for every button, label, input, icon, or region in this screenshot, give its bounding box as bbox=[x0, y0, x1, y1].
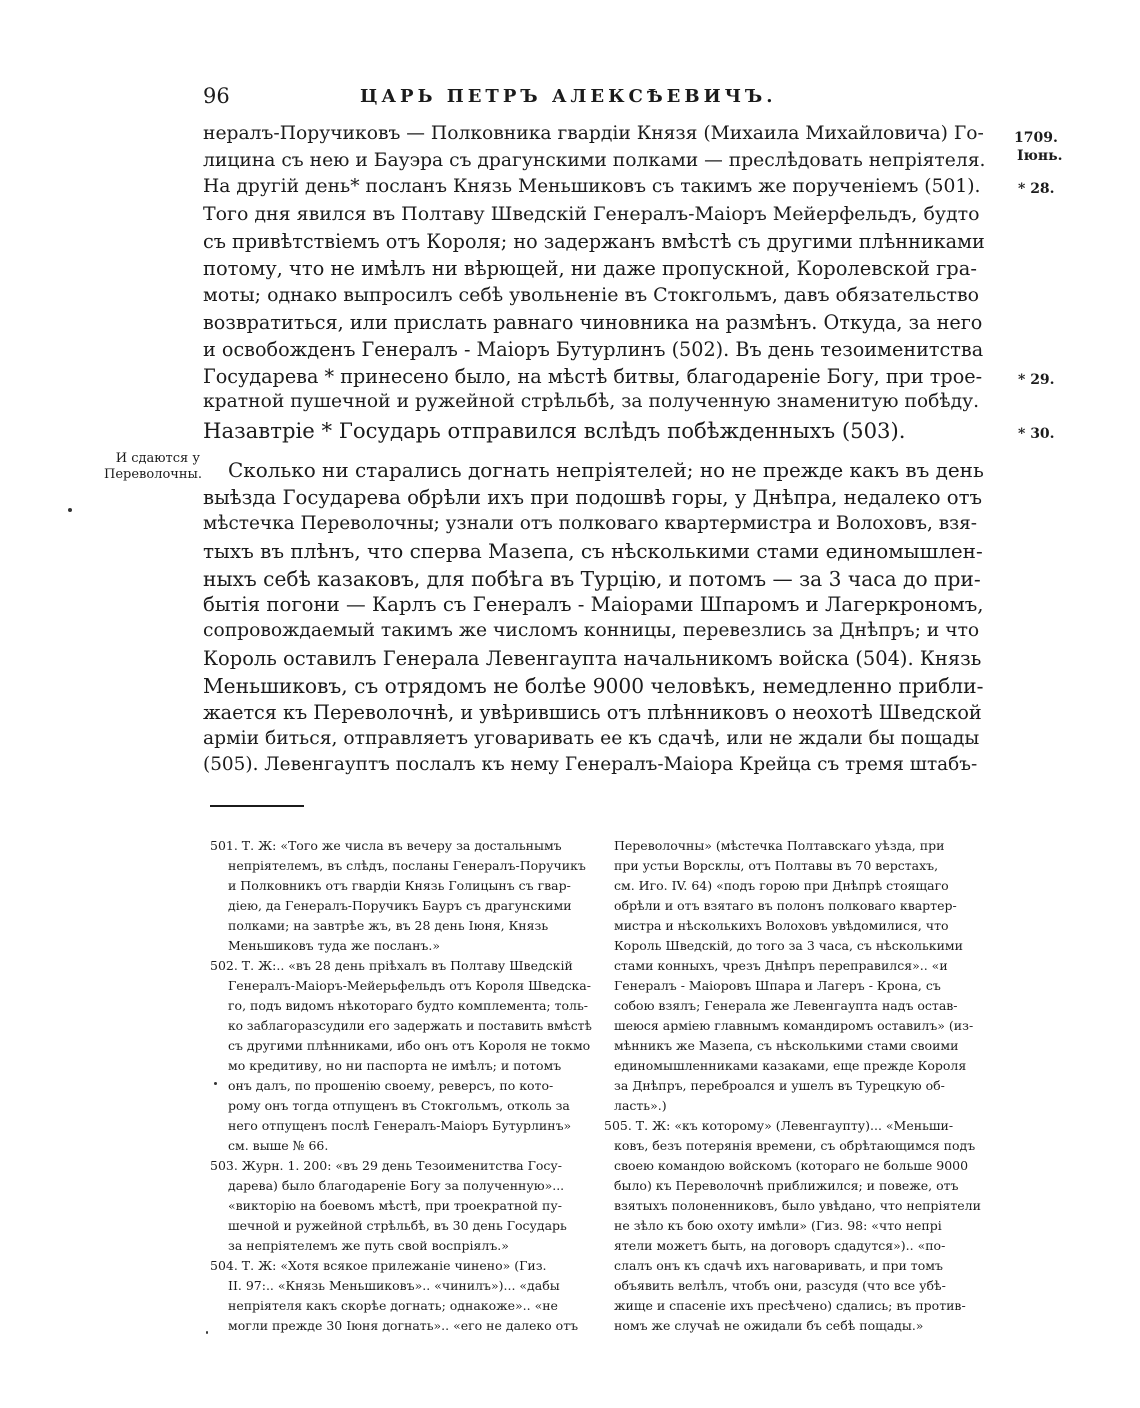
footnote-line: мистра и нѣсколькихъ Волоховъ увѣдомилися, что bbox=[614, 918, 949, 933]
footnote-line: діею, да Генералъ-Поручикъ Бауръ съ драгунскими bbox=[228, 898, 572, 913]
footnote-line: при устьи Ворсклы, отъ Полтавы въ 70 верстахъ, bbox=[614, 858, 939, 873]
running-title: ЦАРЬ ПЕТРЪ АЛЕКСѢЕВИЧЪ. bbox=[360, 86, 777, 107]
footnote-line: жище и спасеніе ихъ пресѣчено) сдались; въ против- bbox=[614, 1298, 966, 1313]
text-line: выѣзда Государева обрѣли ихъ при подошвѣ горы, у Днѣпра, недалеко отъ bbox=[203, 486, 983, 509]
text-line: мѣстечка Переволочны; узнали отъ полковаго квартермистра и Волоховъ, взя- bbox=[203, 513, 978, 534]
footnote-line: ковъ, безъ потерянія времени, съ обрѣтающимся подъ bbox=[614, 1138, 976, 1153]
footnote-line: Король Шведскій, до того за 3 часа, съ нѣсколькими bbox=[614, 938, 963, 953]
text-line: ныхъ себѣ казаковъ, для побѣга въ Турцію, и потомъ — за 3 часа до при- bbox=[203, 567, 981, 591]
text-line: На другій день* посланъ Князь Меньшиковъ съ такимъ же порученіемъ (501). bbox=[203, 176, 981, 197]
text-line: (505). Левенгауптъ послалъ къ нему Генералъ-Маіора Крейца съ тремя штабъ- bbox=[203, 754, 978, 775]
footnote-line: рому онъ тогда отпущенъ въ Стокгольмъ, отколь за bbox=[228, 1098, 570, 1113]
footnote-line: мѣнникъ же Мазепа, съ нѣсколькими стами своими bbox=[614, 1038, 959, 1053]
footnote-line: за непріятелемъ же путь свой воспріялъ.» bbox=[228, 1238, 509, 1253]
side-note bbox=[104, 451, 203, 483]
text-line: лицина съ нею и Бауэра съ драгунскими полками — преслѣдовать непріятеля. bbox=[203, 150, 986, 171]
margin-date-30: * 30. bbox=[1018, 426, 1055, 442]
margin-date-28: * 28. bbox=[1018, 181, 1055, 197]
footnote-line: мо кредитиву, но ни паспорта не имѣлъ; и потомъ bbox=[228, 1058, 562, 1073]
footnote-line: стами конныхъ, чрезъ Днѣпръ переправился».. «и bbox=[614, 958, 948, 973]
side-note-line: И сдаются у bbox=[115, 451, 200, 466]
text-line: моты; однако выпросилъ себѣ увольненіе въ Стокгольмъ, давъ обязательство bbox=[203, 284, 980, 306]
text-line: тыхъ въ плѣнъ, что сперва Мазепа, съ нѣсколькими стами единомышлен- bbox=[203, 539, 983, 563]
text-line: потому, что не имѣлъ ни вѣрющей, ни даже пропускной, Королевской гра- bbox=[203, 257, 977, 280]
text-line: Того дня явился въ Полтаву Шведскій Генералъ-Маіоръ Мейерфельдъ, будто bbox=[203, 203, 980, 225]
footnote-line: дарева) было благодареніе Богу за полученную»... bbox=[228, 1178, 565, 1193]
ink-speck bbox=[206, 1331, 208, 1334]
footnote-line: ко заблагоразсудили его задержать и поставить вмѣстѣ bbox=[228, 1019, 592, 1033]
text-line: возвратиться, или прислать равнаго чиновника на размѣнъ. Откуда, за него bbox=[203, 311, 983, 334]
footnote-line: II. 97:.. «Князь Меньшиковъ».. «чинилъ»)... «дабы bbox=[228, 1278, 560, 1293]
text-line: Сколько ни старались догнать непріятелей; но не прежде какъ въ день bbox=[228, 458, 984, 482]
footnote-rule bbox=[210, 805, 304, 807]
footnote-line: онъ далъ, по прошенію своему, реверсъ, по кото- bbox=[228, 1078, 554, 1093]
footnote-502: 502. Т. Ж:.. «въ 28 день пріѣхалъ въ Полтаву Шведскій bbox=[210, 958, 573, 973]
footnote-line: непріятелемъ, въ слѣдъ, посланы Генералъ-Поручикъ bbox=[228, 858, 586, 873]
text-line: нералъ-Поручиковъ — Полковника гвардіи Князя (Михаила Михайловича) Го- bbox=[203, 123, 984, 144]
ink-speck bbox=[68, 508, 72, 512]
footnote-line: номъ же случаѣ не ожидали бъ себѣ пощады.» bbox=[614, 1318, 924, 1333]
footnote-line: единомышленниками казаками, еще прежде Короля bbox=[614, 1058, 967, 1073]
footnote-501: 501. Т. Ж: «Того же числа въ вечеру за достальнымъ bbox=[210, 838, 562, 853]
footnote-line: своею командою войскомъ (котораго не больше 9000 bbox=[614, 1158, 969, 1173]
footnote-line: Генералъ-Маіоръ-Мейерьфельдъ отъ Короля Шведска- bbox=[228, 978, 591, 993]
text-line: Назавтріе * Государь отправился вслѣдъ побѣжденныхъ (503). bbox=[203, 418, 906, 443]
ink-speck bbox=[214, 1082, 217, 1085]
footnote-line: взятыхъ полоненниковъ, было увѣдано, что непріятели bbox=[614, 1198, 981, 1213]
text-line: кратной пушечной и ружейной стрѣльбѣ, за полученную знаменитую побѣду. bbox=[203, 391, 980, 412]
footnote-line: шечной и ружейной стрѣльбѣ, въ 30 день Государь bbox=[228, 1218, 567, 1233]
footnote-line: не зѣло къ бою охоту имѣли» (Гиз. 98: «что непрі bbox=[614, 1218, 942, 1233]
footnote-line: полками; на завтрѣе жъ, въ 28 день Іюня, Князь bbox=[228, 918, 549, 933]
text-line: съ привѣтствіемъ отъ Короля; но задержанъ вмѣстѣ съ другими плѣнниками bbox=[203, 230, 985, 253]
text-line: Государева * принесено было, на мѣстѣ битвы, благодареніе Богу, при трое- bbox=[203, 365, 983, 388]
footnote-line: него отпущенъ послѣ Генералъ-Маіоръ Бутурлинъ» bbox=[228, 1118, 572, 1133]
footnote-line: см. Иго. IV. 64) «подъ горою при Днѣпрѣ стоящаго bbox=[614, 878, 949, 893]
margin-date-year: 1709. bbox=[1014, 130, 1058, 146]
footnote-line: Генералъ - Маіоровъ Шпара и Лагеръ - Крона, съ bbox=[614, 978, 941, 993]
footnote-line: непріятеля какъ скорѣе догнать; однакоже».. «не bbox=[228, 1298, 558, 1313]
footnote-line: съ другими плѣнниками, ибо онъ отъ Короля не токмо bbox=[228, 1038, 591, 1053]
footnote-line: го, подъ видомъ нѣкотораго будто комплемента; толь- bbox=[228, 998, 589, 1013]
footnote-line: обрѣли и отъ взятаго въ полонъ полковаго квартер- bbox=[614, 898, 957, 913]
text-line: Меньшиковъ, съ отрядомъ не болѣе 9000 человѣкъ, немедленно прибли- bbox=[203, 674, 984, 698]
footnote-503: 503. Журн. 1. 200: «въ 29 день Тезоименитства Госу- bbox=[210, 1158, 562, 1173]
text-line: арміи биться, отправляетъ уговаривать ее къ сдачѣ, или не ждали бы пощады bbox=[203, 728, 980, 749]
footnote-line: могли прежде 30 Іюня догнать».. «его не далеко отъ bbox=[228, 1318, 579, 1333]
page-number: 96 bbox=[203, 84, 230, 108]
text-line: жается къ Переволочнѣ, и увѣрившись отъ плѣнниковъ о неохотѣ Шведской bbox=[203, 701, 982, 724]
side-note-line: Переволочны. bbox=[104, 467, 203, 482]
text-line: и освобожденъ Генералъ - Маіоръ Бутурлинъ (502). Въ день тезоименитства bbox=[203, 338, 984, 361]
footnote-line: ятели можетъ быть, на договоръ сдадутся»).. «по- bbox=[614, 1238, 946, 1253]
footnote-line: собою взялъ; Генерала же Левенгаупта надъ остав- bbox=[614, 998, 958, 1013]
footnote-line: Меньшиковъ туда же посланъ.» bbox=[228, 938, 441, 953]
footnote-504: 504. Т. Ж: «Хотя всякое прилежаніе чинено» (Гиз. bbox=[210, 1258, 547, 1273]
footnote-line: см. выше № 66. bbox=[228, 1138, 329, 1153]
footnote-line: и Полковникъ отъ гвардіи Князь Голицынъ съ гвар- bbox=[228, 878, 571, 893]
footnote-505: 505. Т. Ж: «къ которому» (Левенгаупту)... «Меньши- bbox=[604, 1118, 954, 1133]
footnote-line: ласть».) bbox=[614, 1098, 667, 1113]
footnote-line: объявить велѣлъ, чтобъ они, разсудя (что все убѣ- bbox=[614, 1278, 946, 1293]
footnote-line: слалъ онъ къ сдачѣ ихъ наговаривать, и при томъ bbox=[614, 1258, 943, 1273]
footnote-line: Переволочны» (мѣстечка Полтавскаго уѣзда, при bbox=[614, 838, 945, 853]
footnote-line: «викторію на боевомъ мѣстѣ, при троекратной пу- bbox=[228, 1198, 562, 1213]
margin-date-29: * 29. bbox=[1018, 372, 1055, 388]
text-line: бытія погони — Карлъ съ Генералъ - Маіорами Шпаромъ и Лагеркрономъ, bbox=[203, 593, 984, 616]
footnote-line: за Днѣпръ, переброался и ушелъ въ Турецкую об- bbox=[614, 1078, 945, 1093]
footnote-line: шеюся арміею главнымъ командиромъ оставилъ» (из- bbox=[614, 1018, 974, 1033]
margin-date-month: Іюнь. bbox=[1017, 148, 1063, 164]
footnote-line: было) къ Переволочнѣ приближился; и повеже, отъ bbox=[614, 1178, 959, 1193]
text-line: Король оставилъ Генерала Левенгаупта начальникомъ войска (504). Князь bbox=[203, 647, 982, 670]
text-line: сопровождаемый такимъ же числомъ конницы, перевезлись за Днѣпръ; и что bbox=[203, 620, 980, 641]
